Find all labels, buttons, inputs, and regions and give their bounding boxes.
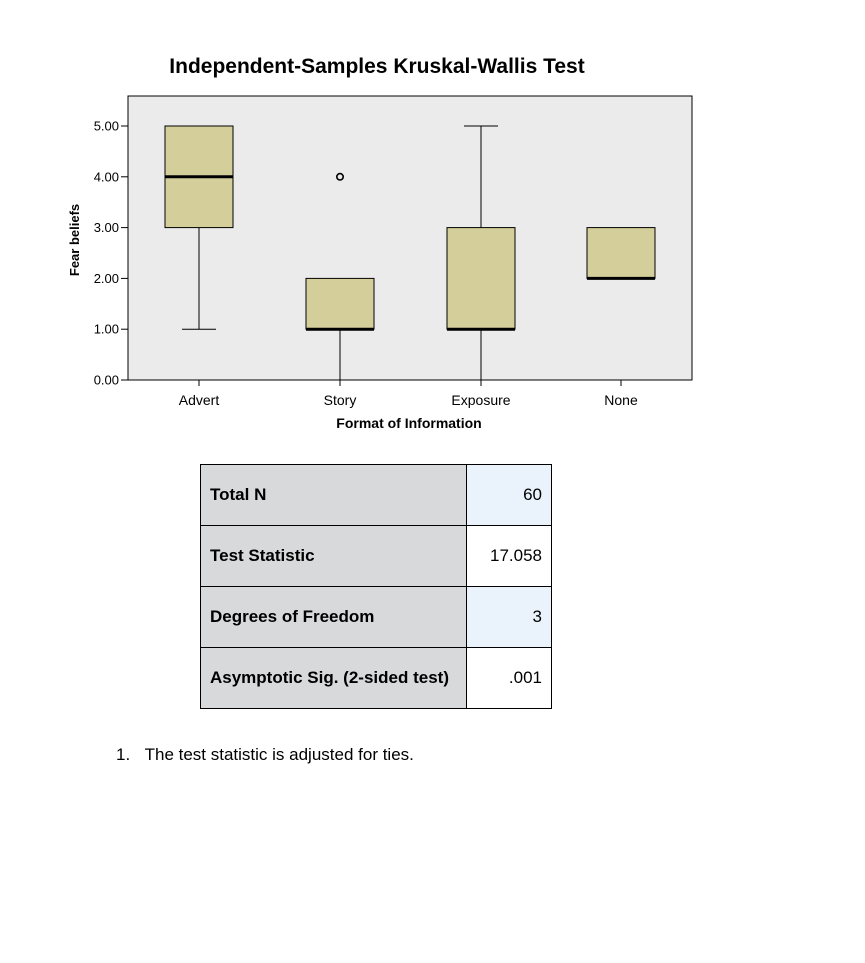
footnote: [116, 745, 414, 765]
row-label: Test Statistic: [201, 526, 467, 587]
row-value: 17.058: [467, 526, 552, 587]
table-row: [201, 526, 552, 587]
y-axis: [94, 119, 128, 388]
y-tick-label: 2.00: [93, 270, 119, 286]
footnote-text: The test statistic is adjusted for ties.: [144, 745, 414, 764]
table-row: [201, 465, 552, 526]
y-tick-label: 4.00: [93, 169, 119, 185]
footnote-number: 1.: [116, 745, 131, 764]
y-axis-label: Fear beliefs: [67, 203, 82, 277]
x-tick-label: None: [604, 392, 638, 408]
x-tick-label: Story: [323, 392, 357, 408]
x-tick-label: Advert: [178, 392, 220, 408]
stats-table: [200, 464, 552, 709]
row-label: Degrees of Freedom: [201, 587, 467, 648]
boxplot-chart: [0, 0, 865, 440]
box: [306, 278, 374, 329]
row-value: 60: [467, 465, 552, 526]
box: [587, 228, 655, 279]
y-tick-label: 3.00: [93, 220, 119, 236]
y-tick-label: 0.00: [93, 372, 119, 388]
table-row: [201, 587, 552, 648]
y-tick-label: 1.00: [93, 321, 119, 337]
chart-title: Independent-Samples Kruskal-Wallis Test: [169, 55, 585, 78]
box: [447, 228, 515, 330]
row-value: 3: [467, 587, 552, 648]
y-tick-label: 5.00: [93, 118, 119, 134]
x-axis-label: Format of Information: [336, 415, 482, 431]
row-label: Total N: [201, 465, 467, 526]
row-value: .001: [467, 648, 552, 709]
x-axis: [179, 380, 638, 408]
x-tick-label: Exposure: [451, 392, 511, 408]
test-summary-table: [200, 464, 552, 709]
table-row: [201, 648, 552, 709]
row-label: Asymptotic Sig. (2-sided test): [201, 648, 467, 709]
